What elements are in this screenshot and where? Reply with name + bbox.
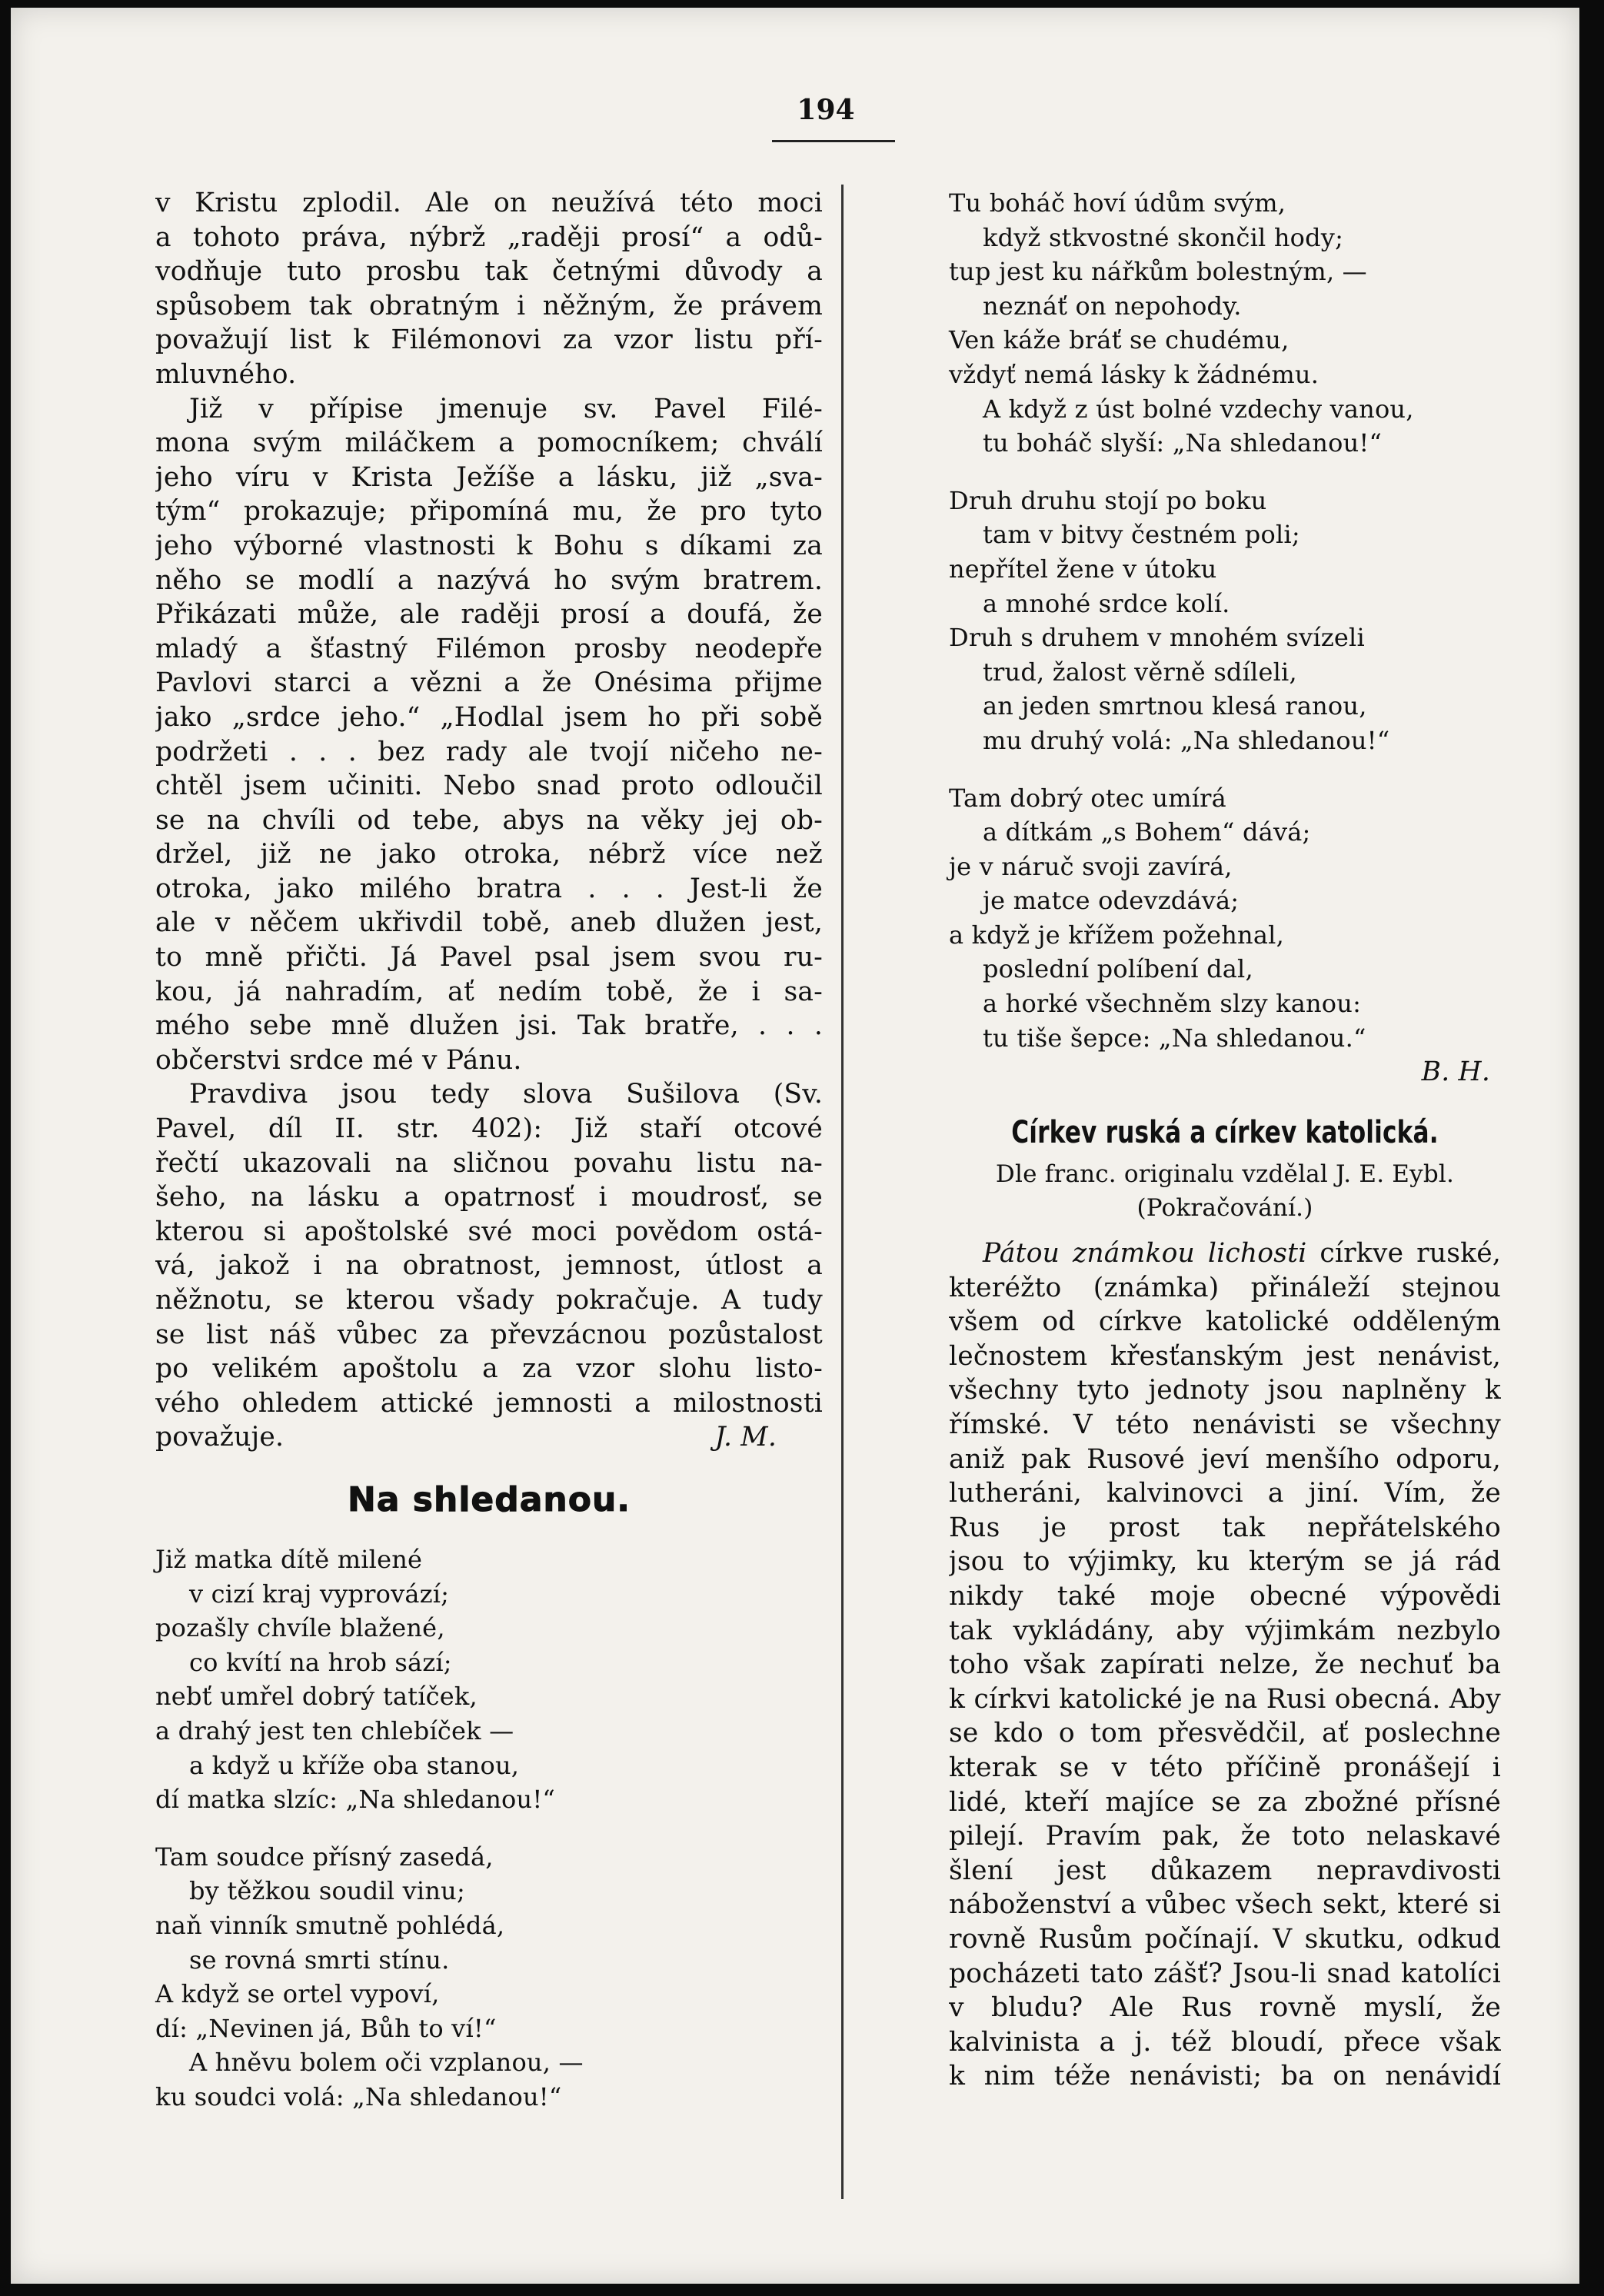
verse-line: a když je křížem požehnal, [949,920,1284,950]
text-line: šlení jest důkazem nepravdivosti [949,1855,1501,1886]
text-line: Pavlovi starci a vězni a že Onésima přijme [155,667,823,699]
verse-line: Druh druhu stojí po boku [949,485,1267,515]
verse-line: dí: „Nevinen já, Bůh to ví!“ [155,2013,497,2043]
stanza-gap [949,758,1501,781]
verse-line: co kvítí na hrob sází; [189,1647,452,1677]
verse-line: a dítkám „s Bohem“ dává; [983,817,1311,847]
text-line: vodňuje tuto prosbu tak četnými důvody a [155,256,823,288]
text-line: jeho víru v Krista Ježíše a lásku, již „sva- [155,461,823,493]
verse-line: tup jest ku nářkům bolestným, — [949,257,1367,287]
poem-signature: B. H. [1421,1056,1490,1088]
verse-line: a horké všechněm slzy kanou: [983,989,1362,1019]
text-line [155,1420,823,1455]
verse-line: by těžkou soudil vinu; [189,1876,465,1906]
verse-line: nebť umřel dobrý tatíček, [155,1682,478,1712]
verse-line: tu boháč slyší: „Na shledanou!“ [983,428,1383,458]
document-page [11,8,1579,2284]
verse-line: a drahý jest ten chlebíček — [155,1715,514,1745]
text-line: po velikém apoštolu a za vzor slohu listo- [155,1353,823,1385]
text-line: kteréžto (známka) přináleží stejnou [949,1272,1501,1303]
text-line: se list náš vůbec za převzácnou pozůstalost [155,1319,823,1350]
text-line: kterak se v této příčině pronášejí i [949,1752,1501,1783]
text-line: jeho výborné vlastnosti k Bohu s díkami za [155,530,823,561]
verse-line: A hněvu bolem oči vzplanou, — [189,2048,584,2078]
poem-stanza-4 [949,484,1501,758]
verse-line: se rovná smrti stínu. [189,1945,450,1975]
page-number: 194 [797,94,855,126]
verse-line: a mnohé srdce kolí. [983,588,1230,618]
verse-line: Druh s druhem v mnohém svízeli [949,623,1365,653]
text-line: k církvi katolické je na Rusi obecná. Aby [949,1683,1501,1715]
text-line: mona svým miláčkem a pomocníkem; chválí [155,428,823,459]
text-line: kterou si apoštolské své moci povědom ostá- [155,1216,823,1247]
verse-line: Ven káže bráť se chudému, [949,325,1290,355]
spacer [949,1226,1501,1236]
stanza-gap [949,461,1501,484]
text-line: kalvinista a j. též bloudí, přece však [949,2026,1501,2058]
text-line: k nim téže nenávisti; ba on nenávidí [949,2061,1501,2092]
text-line: pocházeti tato zášť? Jsou-li snad katolíci [949,1958,1501,1989]
text-line: všechny tyto jednoty jsou naplněny k [949,1375,1501,1406]
text-line: něho se modlí a nazývá ho svým bratrem. [155,564,823,596]
text-line: v bludu? Ale Rus rovně myslí, že [949,1992,1501,2024]
verse-line: dí matka slzíc: „Na shledanou!“ [155,1785,555,1815]
text-line: lidé, kteří majíce se za zbožné přísné [949,1786,1501,1818]
text-line: mého sebe mně dlužen jsi. Tak bratře, . . . [155,1010,823,1042]
article-paragraph [949,1236,1501,2094]
page-number-rule [772,140,895,142]
text-line: otroka, jako milého bratra . . . Jest-li že [155,873,823,904]
text-line: to mně přičti. Já Pavel psal jsem svou ru- [155,942,823,973]
prose-paragraph-3 [155,1077,823,1455]
verse-line: nepřítel žene v útoku [949,554,1217,584]
text-line: vá, jakož i na obratnost, jemnost, útlost a [155,1250,823,1282]
prose-paragraph-1 [155,186,823,392]
text-line: Již v přípise jmenuje sv. Pavel Filé- [189,393,823,424]
text-line: tým“ prokazuje; připomíná mu, že pro tyto [155,496,823,527]
text-line [949,1236,1501,1271]
text-line: v Kristu zplodil. Ale on neužívá této moci [155,188,823,218]
right-column [949,186,1501,2094]
text-line: ale v něčem ukřivdil tobě, aneb dlužen jest, [155,907,823,939]
prose-paragraph-2 [155,392,823,1078]
verse-line: když stkvostné skončil hody; [983,222,1344,252]
text-line: jako „srdce jeho.“ „Hodlal jsem ho při sobě [155,701,823,733]
article-lead: Pátou známkou lichosti [983,1238,1307,1269]
verse-line: A když z úst bolné vzdechy vanou, [983,394,1414,424]
text-line: všem od církve katolické odděleným [949,1306,1501,1338]
text-line: mladý a šťastný Filémon prosby neodepře [155,633,823,664]
text-line: spůsobem tak obratným i něžným, že právem [155,290,823,321]
article-source: Dle franc. originalu vzdělal J. E. Eybl. [995,1160,1455,1188]
text-line: lutheráni, kalvinovci a jiní. Vím, že [949,1478,1501,1509]
text-line: aniž pak Rusové jeví menšího odporu, [949,1443,1501,1475]
text-line: Rus je prost tak nepřátelského [949,1512,1501,1543]
text-line: podržeti . . . bez rady ale tvojí ničeho ne- [155,736,823,767]
article-continued: (Pokračování.) [1136,1194,1313,1223]
text-line-rest: církve ruské, [1319,1238,1501,1269]
text-line: se na chvíli od tebe, abys na věky jej ob- [155,804,823,836]
verse-line: je matce odevzdává; [983,886,1240,916]
text-line: lečnostem křesťanským jest nenávist, [949,1340,1501,1372]
verse-line: v cizí kraj vyprovází; [189,1579,450,1609]
poem-stanza-5 [949,781,1501,1056]
verse-line: Tam dobrý otec umírá [949,783,1226,813]
text-line: pilejí. Pravím pak, že toto nelaskavé [949,1821,1501,1852]
text-line: občerstvi srdce mé v Pánu. [155,1044,522,1076]
text-line: řečtí ukazovali na sličnou povahu listu na- [155,1147,823,1179]
text-line: mluvného. [155,358,297,390]
verse-line: ku soudci volá: „Na shledanou!“ [155,2081,562,2111]
text-line: šeho, na lásku a opatrnosť i moudrosť, se [155,1182,823,1213]
text-line: jsou to výjimky, ku kterým se já rád [949,1546,1501,1578]
text-line: toho však zapírati nelze, že nechuť ba [949,1649,1501,1681]
text-line: rovně Rusům počínají. V skutku, odkud [949,1923,1501,1955]
verse-line: A když se ortel vypoví, [155,1979,440,2009]
verse-line: tu tiše šepce: „Na shledanou.“ [983,1023,1366,1053]
verse-line: pozašly chvíle blažené, [155,1613,445,1643]
author-signature: J. M. [714,1422,777,1453]
text-line: chtěl jsem učiniti. Nebo snad proto odloučil [155,770,823,802]
text-line: a tohoto práva, nýbrž „raději prosí“ a odů- [155,221,823,253]
text-line: tak vykládány, aby výjimkám nezbylo [949,1615,1501,1646]
text-line: Pravdiva jsou tedy slova Sušilova (Sv. [189,1079,823,1110]
verse-line: je v náruč svoji zavírá, [949,851,1233,881]
text-line: držel, již ne jako otroka, nébrž více než [155,839,823,870]
text-line-end: považuje. [155,1422,285,1453]
text-line: náboženství a vůbec všech sekt, které si [949,1889,1501,1921]
text-line: vého ohledem attické jemnosti a milostnosti [155,1387,823,1419]
text-line: se kdo o tom přesvědčil, ať poslechne [949,1718,1501,1749]
verse-line: Tam soudce přísný zasedá, [155,1842,494,1872]
verse-line: a když u kříže oba stanou, [189,1750,520,1780]
left-column [155,186,823,2114]
poem-stanza-2 [155,1840,823,2115]
poem-stanza-1 [155,1542,823,1817]
article-title: Církev ruská a církev katolická. [1011,1114,1439,1150]
column-divider [841,185,844,2199]
verse-line: naň vinník smutně pohlédá, [155,1910,505,1940]
text-line: považují list k Filémonovi za vzor listu pří- [155,324,823,356]
text-line: něžnotu, se kterou všady pokračuje. A tudy [155,1285,823,1316]
poem-title: Na shledanou. [347,1479,631,1519]
text-line: Přikázati může, ale raději prosí a doufá, že [155,599,823,631]
text-line: kou, já nahradím, ať nedím tobě, že i sa- [155,976,823,1007]
stanza-gap [155,1817,823,1840]
poem-stanza-3 [949,186,1501,461]
verse-line: mu druhý volá: „Na shledanou!“ [983,725,1390,755]
verse-line: poslední políbení dal, [983,954,1253,984]
text-line: nikdy také moje obecné výpovědi [949,1580,1501,1612]
verse-line: Tu boháč hoví údům svým, [949,188,1286,218]
verse-line: trud, žalost věrně sdíleli, [983,657,1297,687]
verse-line: neznáť on nepohody. [983,291,1242,321]
verse-line: an jeden smrtnou klesá ranou, [983,691,1367,721]
verse-line: tam v bitvy čestném poli; [983,520,1300,550]
text-line: Pavel, díl II. str. 402): Již staří otcové [155,1113,823,1145]
text-line: římské. V této nenávisti se všechny [949,1409,1501,1440]
verse-line: vždyť nemá lásky k žádnému. [949,359,1319,389]
verse-line: Již matka dítě milené [155,1544,423,1574]
